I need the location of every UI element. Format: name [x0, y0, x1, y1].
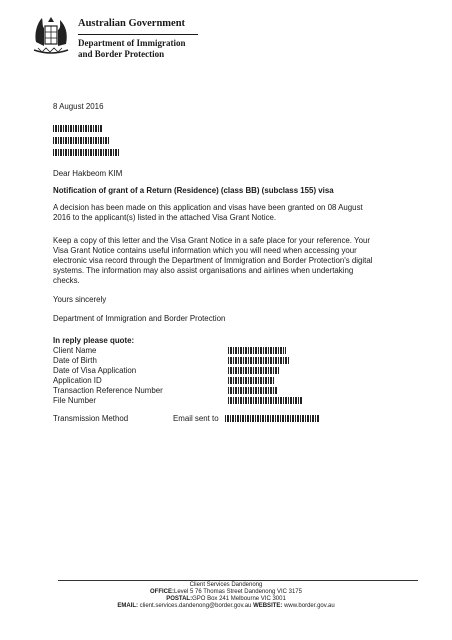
- footer-email-key: EMAIL:: [117, 603, 138, 609]
- keep-copy-paragraph-line: electronic visa record through the Department of Immigration and Border Protection's digital: [53, 256, 373, 265]
- footer-postal: [0, 596, 452, 603]
- department-name-line2: and Border Protection: [78, 49, 165, 59]
- footer-office-key: OFFICE:: [150, 589, 174, 595]
- letter-subject: Notification of grant of a Return (Residence) (class BB) (subclass 155) visa: [53, 186, 334, 195]
- footer-postal-value: GPO Box 241 Melbourne VIC 3001: [192, 596, 286, 602]
- government-title: Australian Government: [78, 18, 186, 29]
- redacted-transaction-reference: [228, 387, 278, 394]
- redacted-file-number: [228, 397, 302, 404]
- decision-paragraph: [53, 203, 363, 223]
- signatory: Department of Immigration and Border Protection: [53, 314, 226, 323]
- letterhead: [30, 12, 230, 72]
- reply-label-application-id: Application ID: [53, 376, 102, 385]
- redacted-email-address: [225, 415, 320, 422]
- reply-heading: In reply please quote:: [53, 336, 135, 345]
- redacted-address-line1: [53, 125, 103, 132]
- letter-date: 8 August 2016: [53, 102, 104, 111]
- footer-website-key: WEBSITE:: [253, 603, 283, 609]
- footer-contact: [0, 603, 452, 610]
- keep-copy-paragraph: [53, 236, 372, 286]
- redacted-address-line2: [53, 137, 109, 144]
- decision-paragraph-line: A decision has been made on this application and visas have been granted on 08 August: [53, 203, 363, 212]
- salutation: Dear Hakbeom KIM: [53, 169, 123, 178]
- reply-label-date-of-application: Date of Visa Application: [53, 366, 137, 375]
- redacted-application-date: [228, 367, 280, 374]
- reply-label-transaction-reference: Transaction Reference Number: [53, 386, 163, 395]
- redacted-address-line3: [53, 149, 119, 156]
- footer-office: [0, 589, 452, 596]
- footer-office-value: Level 5 76 Thomas Street Dandenong VIC 3175: [174, 589, 302, 595]
- coat-of-arms-icon: [30, 12, 72, 58]
- redacted-application-id: [228, 377, 274, 384]
- transmission-method-value: Email sent to: [173, 414, 219, 423]
- department-name-line1: Department of Immigration: [78, 38, 186, 48]
- keep-copy-paragraph-line: Visa Grant Notice contains useful information which you will need when accessing your: [53, 246, 357, 255]
- keep-copy-paragraph-line: Keep a copy of this letter and the Visa Grant Notice in a safe place for your reference. Your: [53, 236, 370, 245]
- redacted-client-name: [228, 347, 286, 354]
- footer-postal-key: POSTAL:: [166, 596, 193, 602]
- reply-label-file-number: File Number: [53, 396, 96, 405]
- footer-rule: [58, 580, 418, 581]
- transmission-method-label: Transmission Method: [53, 414, 129, 423]
- decision-paragraph-line: 2016 to the applicant(s) listed in the attached Visa Grant Notice.: [53, 213, 277, 222]
- footer-website-value: www.border.gov.au: [282, 603, 335, 609]
- closing: Yours sincerely: [53, 295, 107, 304]
- redacted-date-of-birth: [228, 357, 290, 364]
- keep-copy-paragraph-line: checks.: [53, 276, 80, 285]
- reply-label-client-name: Client Name: [53, 346, 97, 355]
- footer-office-name: Client Services Dandenong: [189, 582, 263, 588]
- reply-label-date-of-birth: Date of Birth: [53, 356, 97, 365]
- keep-copy-paragraph-line: systems. The information may also assist organisations and airlines when undertaking: [53, 266, 354, 275]
- reply-labels: [53, 346, 163, 406]
- footer-email-value: client.services.dandenong@border.gov.au: [138, 603, 254, 609]
- letterhead-rule: [78, 34, 198, 35]
